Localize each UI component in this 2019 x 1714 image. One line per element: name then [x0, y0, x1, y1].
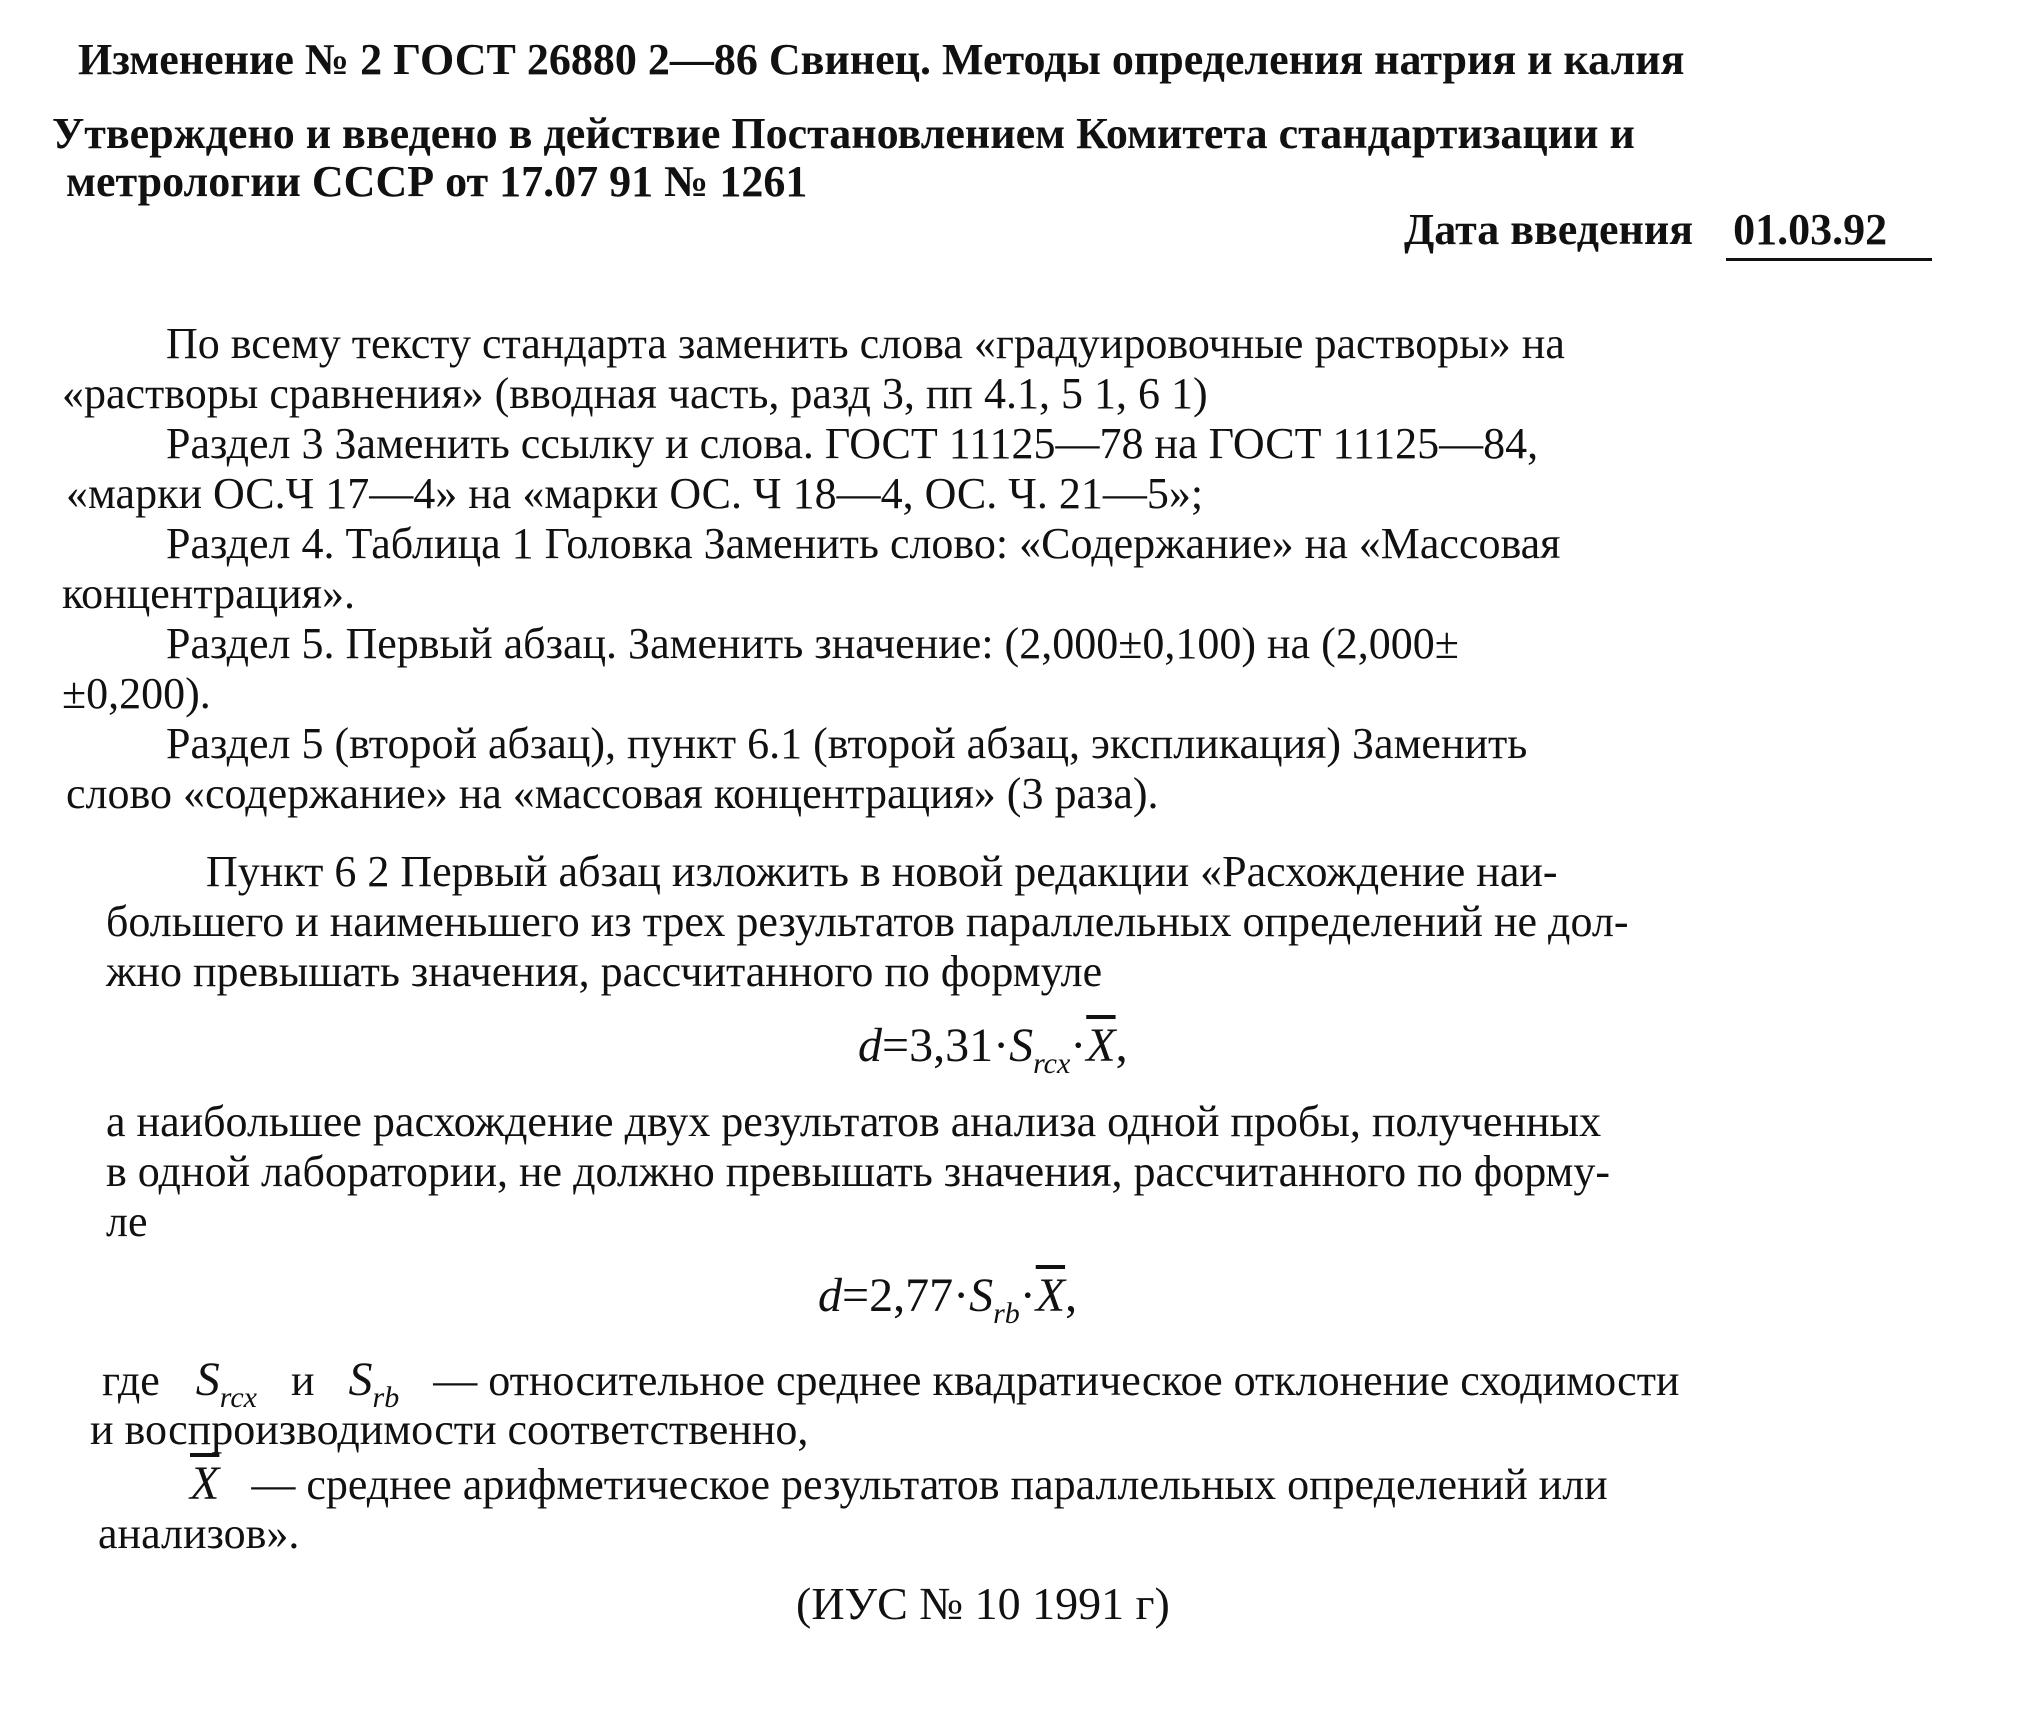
paragraph-7-line-2: в одной лаборатории, не должно превышать значения, рассчитанного по форму-	[106, 1147, 1611, 1196]
publication-reference: (ИУС № 10 1991 г)	[796, 1578, 1170, 1629]
paragraph-5-line-2: слово «содержание» на «массовая концентрация» (3 раза).	[66, 769, 1159, 818]
effective-date-row	[1404, 204, 1887, 256]
paragraph-8-line-2: и воспроизводимости соответственно,	[90, 1405, 809, 1454]
formula-2-dot: ·	[1019, 1269, 1036, 1322]
paragraph-4-line-2: ±0,200).	[62, 669, 211, 718]
approval-line-1: Утверждено и введено в действие Постановлением Комитета стандартизации и	[52, 109, 1635, 158]
formula-2-end: ,	[1065, 1269, 1078, 1322]
paragraph-7-line-3: ле	[106, 1197, 148, 1246]
paragraph-1-line-1: По всему тексту стандарта заменить слова «градуировочные растворы» на	[166, 319, 1565, 368]
paragraph-7-line-1: а наибольшее расхождение двух результатов анализа одной пробы, полученных	[106, 1097, 1602, 1146]
symbol-xbar: $\overline{X}$	[190, 1457, 220, 1510]
effective-date-underline	[1726, 258, 1932, 261]
paragraph-2-line-2: «марки ОС.Ч 17—4» на «марки ОС. Ч 18—4, ОС. Ч. 21—5»;	[66, 469, 1204, 518]
paragraph-2-line-1: Раздел 3 Заменить ссылку и слова. ГОСТ 11125—78 на ГОСТ 11125—84,	[166, 419, 1539, 468]
paragraph-8-rest: — относительное среднее квадратическое отклонение сходимости	[433, 1356, 1680, 1405]
paragraph-6-line-2: большего и наименьшего из трех результатов параллельных определений не дол-	[106, 897, 1629, 946]
paragraph-9-line-1	[190, 1458, 1608, 1511]
effective-date-label: Дата введения	[1404, 205, 1694, 254]
symbol-s-rb: S	[348, 1353, 373, 1406]
formula-1	[858, 1018, 1128, 1092]
paragraph-5-line-1: Раздел 5 (второй абзац), пункт 6.1 (второй абзац, экспликация) Заменить	[166, 719, 1528, 768]
paragraph-6-line-1: Пункт 6 2 Первый абзац изложить в новой редакции «Расхождение наи-	[206, 847, 1558, 896]
paragraph-3-line-2: концентрация».	[62, 569, 355, 618]
formula-1-s-subscript: rcx	[1033, 1047, 1071, 1080]
formula-2-lhs: d	[818, 1269, 842, 1322]
symbol-s-rcx: S	[195, 1353, 220, 1406]
formula-1-xbar: $\overline{X}$	[1086, 1019, 1116, 1072]
symbol-rcx-subscript: rcx	[219, 1381, 257, 1414]
and-word: и	[290, 1356, 315, 1405]
formula-1-lhs: d	[858, 1019, 882, 1072]
formula-2-coefficient: =2,77·	[842, 1269, 970, 1322]
formula-2	[818, 1268, 1077, 1342]
formula-1-s: S	[1009, 1019, 1034, 1072]
paragraph-9-line-2: анализов».	[98, 1509, 300, 1558]
formula-2-s: S	[969, 1269, 994, 1322]
formula-2-xbar: $\overline{X}$	[1035, 1269, 1066, 1322]
paragraph-9-rest: — среднее арифметическое результатов параллельных определений или	[251, 1460, 1608, 1509]
effective-date-value: 01.03.92	[1733, 205, 1888, 254]
formula-2-s-subscript: rb	[993, 1297, 1020, 1330]
paragraph-6-line-3: жно превышать значения, рассчитанного по формуле	[106, 947, 1103, 996]
paragraph-1-line-2: «растворы сравнения» (вводная часть, разд 3, пп 4.1, 5 1, 6 1)	[62, 369, 1208, 418]
paragraph-4-line-1: Раздел 5. Первый абзац. Заменить значение: (2,000±0,100) на (2,000±	[166, 619, 1459, 668]
approval-line-2: метрологии СССР от 17.07 91 № 1261	[66, 157, 808, 206]
where-word: где	[102, 1356, 160, 1405]
document-title: Изменение № 2 ГОСТ 26880 2—86 Свинец. Методы определения натрия и калия	[78, 35, 1685, 84]
symbol-rb-subscript: rb	[372, 1381, 400, 1414]
paragraph-3-line-1: Раздел 4. Таблица 1 Головка Заменить слово: «Содержание» на «Массовая	[166, 519, 1561, 568]
formula-1-coefficient: =3,31·	[882, 1019, 1010, 1072]
formula-1-end: ,	[1115, 1019, 1128, 1072]
formula-1-dot: ·	[1070, 1019, 1087, 1072]
